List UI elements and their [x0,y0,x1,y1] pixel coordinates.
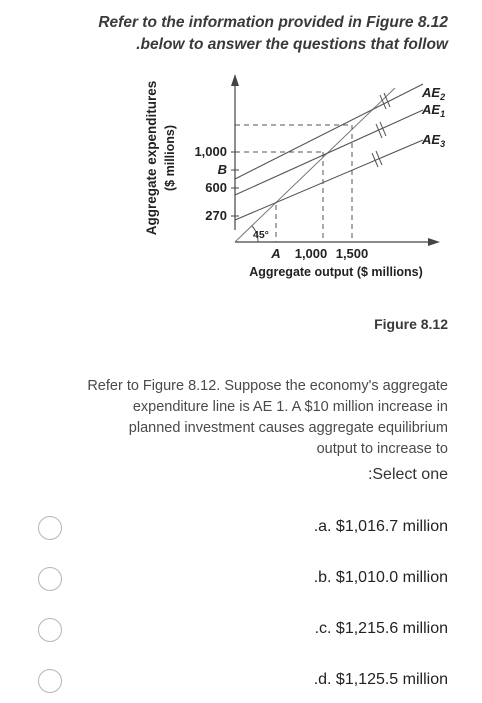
option-b[interactable] [0,561,482,601]
question-line-2: expenditure line is AE 1. A $10 million increase in [132,399,448,415]
radio-button-c[interactable] [38,618,62,642]
select-one-label: :Select one [367,466,448,483]
figure-chart [140,70,452,292]
y-tick-label: 270 [205,208,227,223]
question-line-3: planned investment causes aggregate equilibrium [128,420,448,436]
ae2-line [235,84,423,179]
option-c[interactable] [0,612,482,652]
x-axis-arrow [428,238,440,246]
header-line-1: Refer to the information provided in Figure 8.12 [98,14,448,31]
figure-caption: Figure 8.12 [374,316,448,332]
y-axis-unit: ($ millions) [163,125,177,191]
y-tick-label: 1,000 [194,144,227,159]
y-axis-label: Aggregate expenditures [144,80,159,236]
y-axis-arrow [231,74,239,86]
line-45-degree [235,88,395,242]
ae1-label: $AE_1$ [422,102,446,119]
ae2-label: $AE_2$ [422,85,446,102]
y-tick-label: B [217,162,227,177]
ae3-label: $AE_3$ [422,132,446,149]
header-line-2: .below to answer the questions that follow [136,36,448,53]
x-tick-label: 1,500 [335,246,369,261]
figure-8-12 [140,70,452,292]
x-tick-label: 1,000 [294,246,328,261]
question-line-1: Refer to Figure 8.12. Suppose the economy's aggregate [87,378,448,394]
radio-button-a[interactable] [38,516,62,540]
x-tick-label: A [271,246,281,261]
option-a-label: .a. $1,016.7 million [313,518,448,535]
option-a[interactable] [0,510,482,550]
y-tick-label: 600 [205,180,227,195]
radio-button-d[interactable] [38,669,62,693]
option-b-label: .b. $1,010.0 million [313,569,448,586]
option-d-label: .d. $1,125.5 million [313,671,448,688]
question-line-4: output to increase to [316,441,448,457]
option-d[interactable] [0,663,482,703]
radio-button-b[interactable] [38,567,62,591]
x-axis-label: Aggregate output ($ millions) [249,265,423,279]
angle-label: 45° [253,229,269,241]
parallel-hatch-marks [372,93,390,167]
option-c-label: .c. $1,215.6 million [314,620,448,637]
